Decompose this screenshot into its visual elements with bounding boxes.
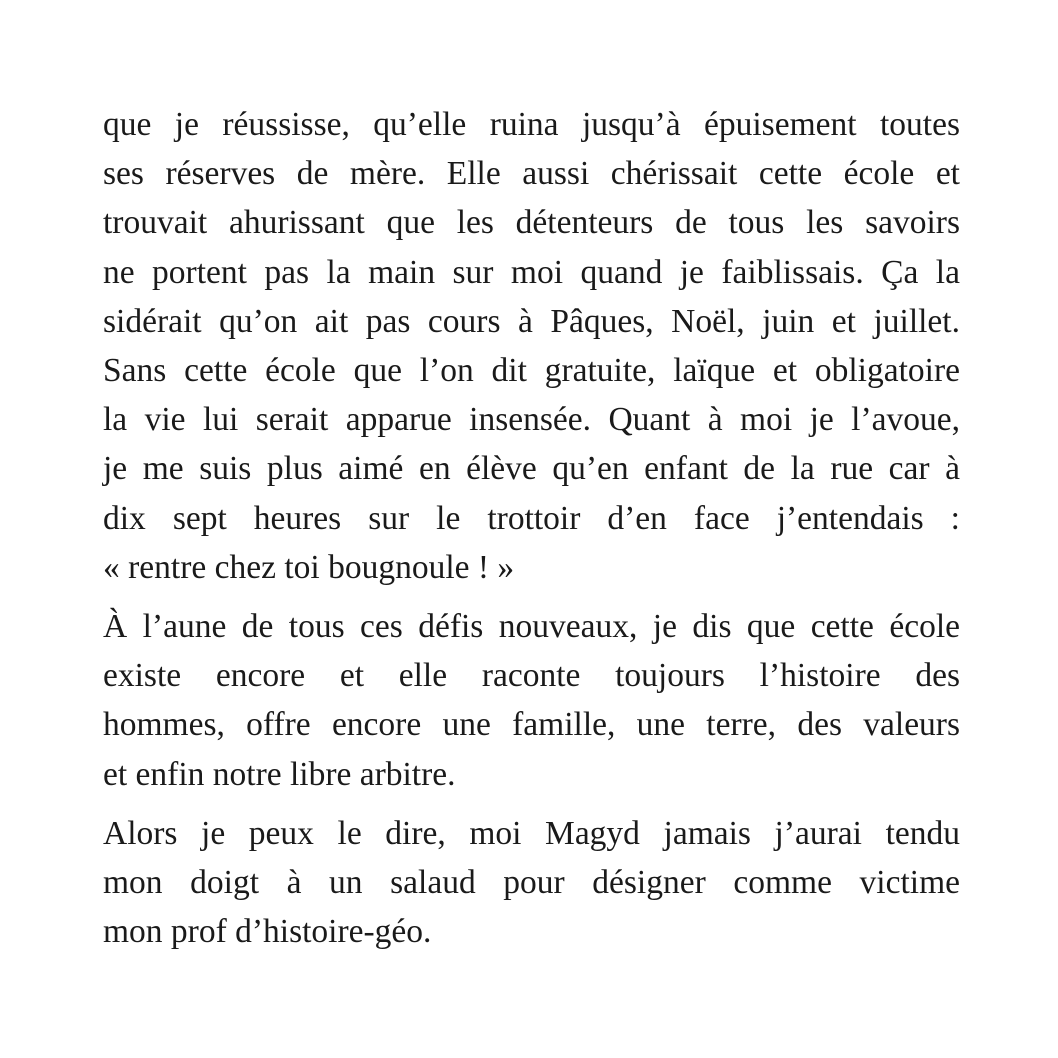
text-line: et enfin notre libre arbitre. <box>103 755 456 793</box>
text-line: mon prof d’histoire-géo. <box>103 913 432 951</box>
text-line: À l’aune de tous ces défis nouveaux, je dis que cette école <box>103 608 960 646</box>
text-line: hommes, offre encore une famille, une terre, des valeurs <box>103 706 960 744</box>
paragraph-1 <box>103 100 960 592</box>
text-line: sidérait qu’on ait pas cours à Pâques, Noël, juin et juillet. <box>103 302 960 340</box>
text-line: ses réserves de mère. Elle aussi chérissait cette école et <box>103 155 960 193</box>
text-line: trouvait ahurissant que les détenteurs de tous les savoirs <box>103 204 960 242</box>
text-line: la vie lui serait apparue insensée. Quant à moi je l’avoue, <box>103 401 960 439</box>
paragraph-2 <box>103 602 960 799</box>
book-page <box>103 100 960 966</box>
text-line: mon doigt à un salaud pour désigner comme victime <box>103 864 960 902</box>
text-line: existe encore et elle raconte toujours l’histoire des <box>103 657 960 695</box>
text-line: que je réussisse, qu’elle ruina jusqu’à épuisement toutes <box>103 106 960 143</box>
text-line: dix sept heures sur le trottoir d’en face j’entendais : <box>103 499 960 537</box>
text-line: je me suis plus aimé en élève qu’en enfant de la rue car à <box>103 450 960 488</box>
text-line: « rentre chez toi bougnoule ! » <box>103 548 515 586</box>
text-line: Alors je peux le dire, moi Magyd jamais j’aurai tendu <box>103 814 960 852</box>
text-line: Sans cette école que l’on dit gratuite, laïque et obligatoire <box>103 352 960 390</box>
paragraph-3 <box>103 809 960 957</box>
text-line: ne portent pas la main sur moi quand je faiblissais. Ça la <box>103 253 960 291</box>
